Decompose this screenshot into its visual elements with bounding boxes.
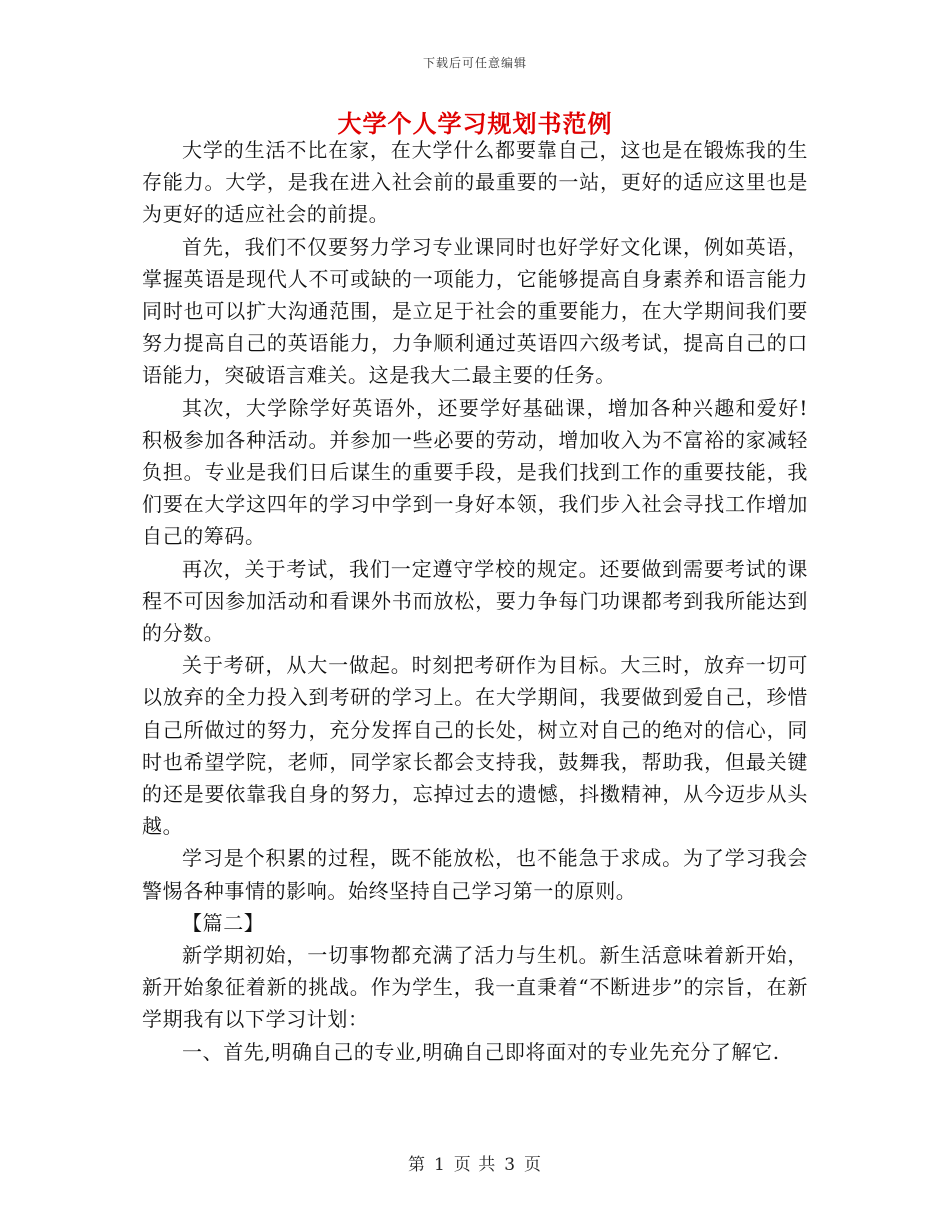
total-pages-number: 3 xyxy=(504,1155,517,1175)
page-footer xyxy=(0,1150,950,1175)
header-note: 下载后可任意编辑 xyxy=(422,56,527,70)
paragraph: 大学的生活不比在家，在大学什么都要靠自己，这也是在锻炼我的生存能力。大学，是我在进入社会前的最重要的一站，更好的适应这里也是为更好的适应社会的前提。 xyxy=(142,138,808,227)
paragraph: 一、首先,明确自己的专业,明确自己即将面对的专业先充分了解它. xyxy=(182,1039,780,1064)
document-body xyxy=(142,134,808,1068)
footer-label-page: 第 xyxy=(407,1155,426,1175)
paragraph: 新学期初始，一切事物都充满了活力与生机。新生活意味着新开始，新开始象征着新的挑战。作为学生，我一直秉着“不断进步”的宗旨，在新学期我有以下学习计划： xyxy=(142,943,808,1032)
paragraph: 关于考研，从大一做起。时刻把考研作为目标。大三时，放弃一切可以放弃的全力投入到考研的学习上。在大学期间，我要做到爱自己，珍惜自己所做过的努力，充分发挥自己的长处，树立对自己的绝对的信心，同时也希望学院，老师，同学家长都会支持我，鼓舞我，帮助我，但最关键的还是要依靠我自身的努力，忘掉过去的遗憾，抖擞精神，从今迈步从头越。 xyxy=(142,653,808,839)
paragraph: 首先，我们不仅要努力学习专业课同时也好学好文化课，例如英语，掌握英语是现代人不可或缺的一项能力，它能够提高自身素养和语言能力同时也可以扩大沟通范围，是立足于社会的重要能力，在大学期间我们要努力提高自己的英语能力，力争顺利通过英语四六级考试，提高自己的口语能力，突破语言难关。这是我大二最主要的任务。 xyxy=(142,234,808,388)
document-title: 大学个人学习规划书范例 xyxy=(337,109,613,138)
current-page-number: 1 xyxy=(433,1155,446,1175)
paragraph: 其次，大学除学好英语外，还要学好基础课，增加各种兴趣和爱好!积极参加各种活动。并参加一些必要的劳动，增加收入为不富裕的家减轻负担。专业是我们日后谋生的重要手段，是我们找到工作的重要技能，我们要在大学这四年的学习中学到一身好本领，我们步入社会寻找工作增加自己的筹码。 xyxy=(142,395,808,549)
footer-label-end: 页 xyxy=(524,1155,543,1175)
paragraph: 学习是个积累的过程，既不能放松，也不能急于求成。为了学习我会警惕各种事情的影响。始终坚持自己学习第一的原则。 xyxy=(142,846,808,903)
footer-label-of: 页 共 xyxy=(453,1155,497,1175)
paragraph: 再次，关于考试，我们一定遵守学校的规定。还要做到需要考试的课程不可因参加活动和看课外书而放松，要力争每门功课都考到我所能达到的分数。 xyxy=(142,556,808,646)
section-heading: 【篇二】 xyxy=(182,910,265,935)
